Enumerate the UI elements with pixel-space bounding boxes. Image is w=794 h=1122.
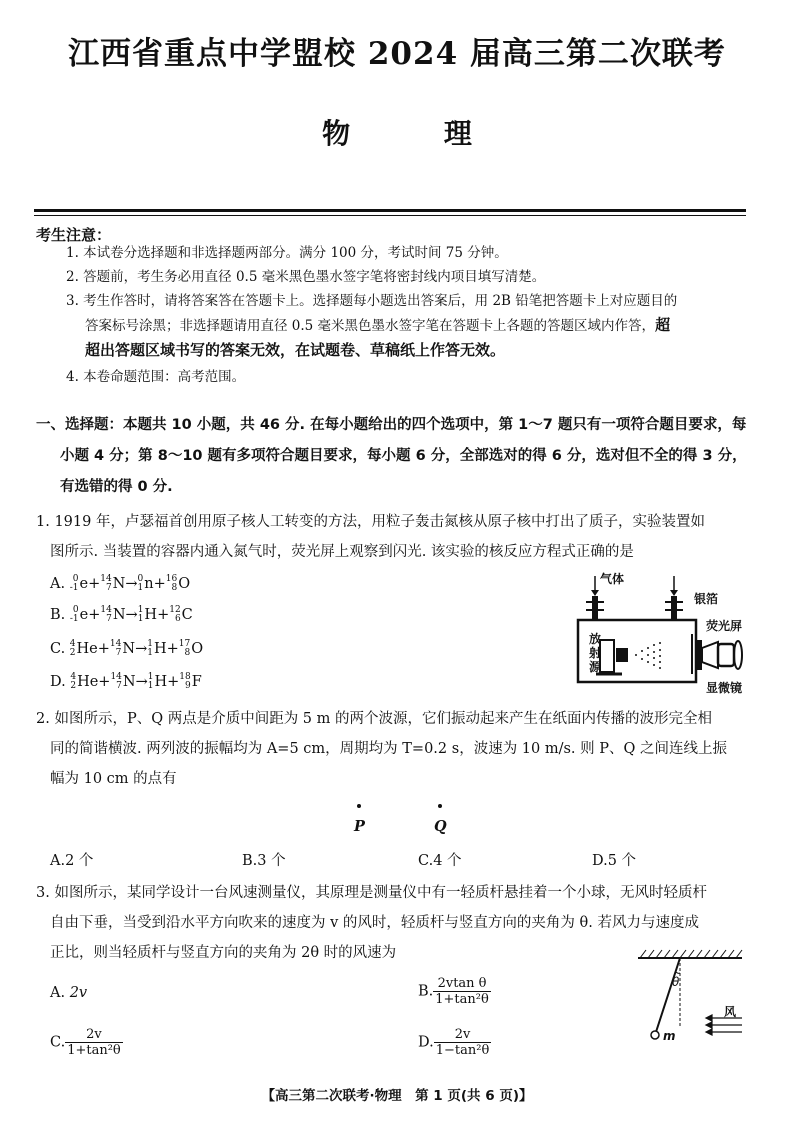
ball [651, 1031, 659, 1039]
notice-item-3-bold: 超出答题区域书写的答案无效，在试题卷、草稿纸上作答无效。 [85, 341, 506, 359]
q2-option-d-label: D. [592, 853, 608, 869]
source-head [616, 648, 628, 662]
q3-option-b [418, 976, 491, 1007]
q3-stem-3: 正比，则当轻质杆与竖直方向的夹角为 2θ 时的风速为 [50, 945, 397, 961]
q3-option-c-numerator: 2v [65, 1027, 123, 1043]
label-screen: 荧光屏 [706, 619, 743, 633]
q3-option-b-fraction [433, 976, 491, 1007]
q2-option-b-text: 3 个 [257, 853, 286, 869]
q1-option-c: C. 4 2He+14 7N→1 1H+17 8O [50, 639, 204, 658]
ceiling-hatch [640, 950, 742, 958]
light-rod [656, 958, 680, 1032]
q1-option-c-label: C. [50, 641, 66, 657]
q3-option-d [418, 1027, 491, 1058]
q2-option-a-text: 2 个 [65, 853, 94, 869]
label-gas: 气体 [600, 572, 625, 586]
q3-option-a [50, 985, 87, 1001]
point-q-dot [438, 804, 442, 808]
q3-option-c [50, 1027, 123, 1058]
q1-option-d-label: D. [50, 674, 66, 690]
q3-stem-2: 自由下垂，当受到沿水平方向吹来的速度为 v 的风时，轻质杆与竖直方向的夹角为 θ. 若风力与速度成 [50, 915, 699, 931]
radiation-rays [635, 642, 661, 669]
notice-item-3: 3. 考生作答时，请将答案答在答题卡上。选择题每小题选出答案后，用 2B 铅笔把答题卡上对应题目的 [66, 293, 678, 309]
q3-option-a-text: 2v [69, 985, 88, 1001]
subject-title: 物 理 [322, 117, 514, 150]
q3-option-b-denominator: 1+tan²θ [435, 992, 489, 1007]
point-p-label: P [354, 818, 365, 835]
label-mass: m [663, 1029, 676, 1043]
q3-option-d-fraction [434, 1027, 492, 1058]
notice-item-4: 4. 本卷命题范围：高考范围。 [66, 369, 246, 385]
label-theta: θ [672, 975, 680, 989]
microscope [702, 642, 718, 668]
q2-option-b-label: B. [242, 853, 258, 869]
q2-option-c-text: 4 个 [433, 853, 462, 869]
q3-option-a-label: A. [50, 985, 66, 1001]
q3-option-c-label: C. [50, 1034, 66, 1051]
q1-stem-2: 图所示. 当装置的容器内通入氮气时，荧光屏上观察到闪光. 该实验的核反应方程式正确的是 [50, 544, 634, 560]
q3-option-d-label: D. [418, 1034, 434, 1051]
q3-stem-1: 3. 如图所示，某同学设计一台风速测量仪，其原理是测量仪中有一轻质杆悬挂着一个小球，无风时轻质杆 [36, 885, 707, 901]
q1-option-b: B. 0 -1e+14 7N→1 1H+12 6C [50, 605, 193, 624]
q1-option-b-label: B. [50, 607, 66, 623]
notice-item-2: 2. 答题前，考生务必用直径 0.5 毫米黑色墨水签字笔将密封线内项目填写清楚。 [66, 269, 546, 285]
q3-pendulum-figure [630, 948, 750, 1048]
point-p-dot [357, 804, 361, 808]
q3-option-c-denominator: 1+tan²θ [67, 1043, 121, 1058]
q2-option-a [50, 849, 93, 870]
notice-item-3-line2: 答案标号涂黑；非选择题请用直径 0.5 毫米黑色墨水签字笔在答题卡上各题的答题区域内作答， [85, 318, 656, 334]
q3-option-d-numerator: 2v [434, 1027, 492, 1043]
label-wind: 风 [724, 1005, 737, 1019]
q1-option-a: A. 0 -1e+14 7N→0 1n+16 8O [50, 574, 191, 593]
q1-stem-1: 1. 1919 年，卢瑟福首创用原子核人工转变的方法，用粒子轰击氮核从原子核中打出了质子，实验装置如 [36, 514, 705, 530]
q2-stem-1: 2. 如图所示，P、Q 两点是介质中间距为 5 m 的两个波源，它们振动起来产生在纸面内传播的波形完全相 [36, 711, 712, 727]
exam-title: 江西省重点中学盟校 2024 届高三第二次联考 [68, 36, 726, 72]
q3-option-d-denominator: 1−tan²θ [435, 1043, 490, 1058]
label-foil: 银箔 [694, 592, 719, 606]
q2-option-a-label: A. [50, 853, 66, 869]
section-1-line-2: 小题 4 分；第 8～10 题有多项符合题目要求，每小题 6 分，全部选对的得 6 分，选对但不全的得 3 分， [60, 448, 747, 464]
section-1-line-1: 一、选择题：本题共 10 小题，共 46 分. 在每小题给出的四个选项中，第 1～7 题只有一项符合题目要求，每 [36, 417, 747, 433]
notice-item-3-cont [85, 314, 670, 337]
q2-option-d-text: 5 个 [607, 853, 637, 869]
q2-option-c-label: C. [418, 853, 434, 869]
header-rule-thin [34, 215, 746, 216]
angle-arc [676, 972, 680, 973]
header-rule-thick [34, 209, 746, 212]
gas-inlet-left [592, 596, 598, 620]
q2-stem-3: 幅为 10 cm 的点有 [50, 771, 177, 787]
q2-stem-2: 同的简谐横波. 两列波的振幅均为 A=5 cm，周期均为 T=0.2 s，波速为 10 m/s. 则 P、Q 之间连线上振 [50, 741, 728, 757]
q3-option-b-label: B. [418, 983, 434, 1000]
notice-item-3-tail: 超 [655, 316, 671, 334]
q1-option-a-label: A. [50, 576, 66, 592]
label-source: 放射源 [589, 632, 602, 674]
q3-option-c-fraction [65, 1027, 123, 1058]
section-1-line-3: 有选错的得 0 分. [60, 479, 173, 495]
q2-option-d [592, 849, 636, 870]
notice-heading: 考生注意： [36, 226, 112, 244]
q2-option-b [242, 849, 286, 870]
gas-inlet-right [671, 596, 677, 620]
label-microscope: 显微镜 [706, 681, 743, 695]
q1-option-d: D. 4 2He+14 7N→1 1H+18 9F [50, 672, 202, 691]
q2-option-c [418, 849, 462, 870]
page-footer: 【高三第二次联考·物理 第 1 页(共 6 页)】 [261, 1088, 533, 1104]
q3-option-b-numerator: 2vtan θ [433, 976, 491, 992]
notice-item-1: 1. 本试卷分选择题和非选择题两部分。满分 100 分，考试时间 75 分钟。 [66, 245, 508, 261]
point-q-label: Q [434, 818, 447, 835]
